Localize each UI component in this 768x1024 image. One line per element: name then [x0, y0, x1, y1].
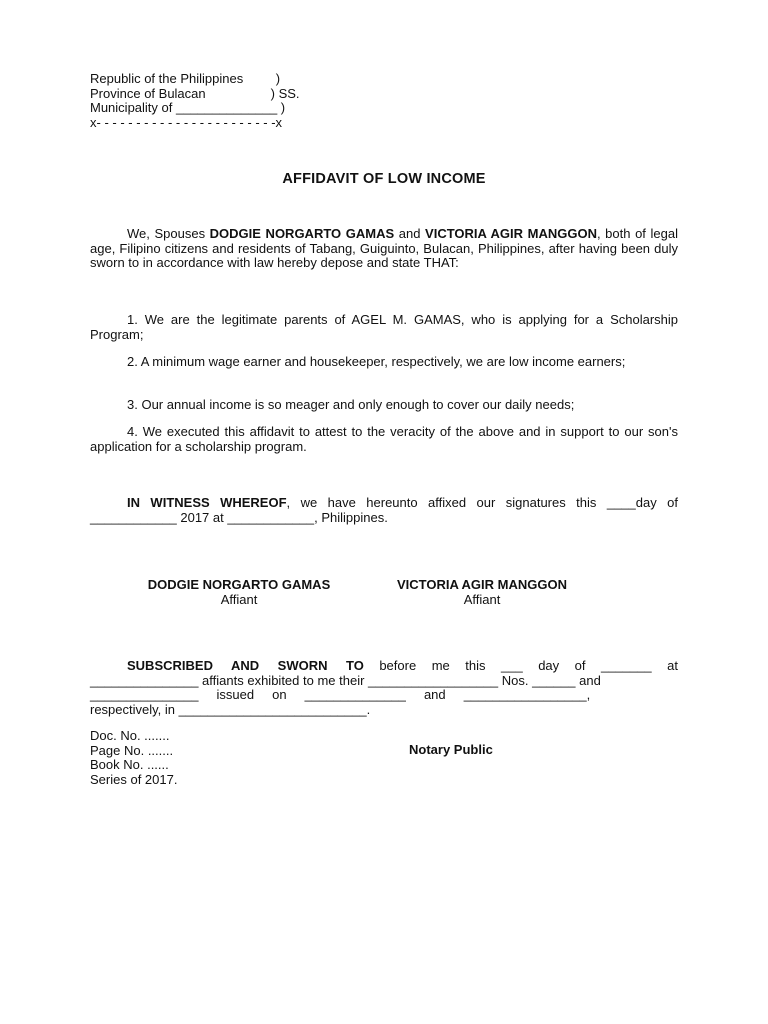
jurat-line-2: _______________ affiants exhibited to me their __________________ Nos. ______ and: [90, 672, 601, 688]
list-item: 2. A minimum wage earner and housekeeper, respectively, we are low income earners;: [127, 354, 626, 369]
list-item: 3. Our annual income is so meager and only enough to cover our daily needs;: [127, 397, 575, 412]
intro-lead: We, Spouses: [127, 226, 210, 241]
jurat-line-4: respectively, in __________________________.: [90, 701, 371, 717]
jurat-line-1: [127, 659, 678, 674]
book-number: Book No. ......: [90, 757, 169, 772]
list-item: 4. We executed this affidavit to attest to the veracity of the above and in support to our son's application for a scholarship program.: [90, 424, 678, 454]
jurat-heading: SUBSCRIBED AND SWORN TO: [127, 659, 364, 673]
signatory-role: Affiant: [220, 591, 258, 607]
signatory-name: DODGIE NORGARTO GAMAS: [147, 577, 331, 592]
signature-block-2: [362, 578, 602, 607]
signatory-role: Affiant: [463, 591, 501, 607]
venue-line-separator: x- - - - - - - - - - - - - - - - - - - - - - -x: [90, 114, 283, 130]
jurat-line-3: _______________ issued on ______________ and _________________,: [90, 687, 591, 702]
affiant-name-1: DODGIE NORGARTO GAMAS: [209, 226, 395, 241]
doc-number: Doc. No. .......: [90, 728, 170, 743]
intro-paragraph: [90, 227, 678, 271]
list-item: 1. We are the legitimate parents of AGEL M. GAMAS, who is applying for a Scholarship Program;: [90, 312, 678, 342]
venue-line-province: Province of Bulacan ) SS.: [90, 85, 300, 101]
venue-line-republic: Republic of the Philippines ): [90, 71, 281, 86]
witness-heading: IN WITNESS WHEREOF: [127, 495, 287, 510]
series-year: Series of 2017.: [90, 771, 178, 787]
signature-block-1: [119, 578, 359, 607]
witness-paragraph: [90, 496, 678, 525]
affiant-name-2: VICTORIA AGIR MANGGON: [425, 226, 597, 241]
witness-text: , we have hereunto affixed our signatures this ____day of ____________ 2017 at ____________, Philippines.: [90, 495, 678, 525]
page-title: AFFIDAVIT OF LOW INCOME: [282, 171, 486, 187]
venue-line-municipality: Municipality of ______________ ): [90, 100, 286, 115]
intro-rest: , both of legal age, Filipino citizens and residents of Tabang, Guiguinto, Bulacan, Philippines, after having been duly sworn to in accordance with law hereby depose and state THAT:: [90, 226, 678, 270]
signatory-name: VICTORIA AGIR MANGGON: [397, 577, 567, 592]
intro-mid: and: [394, 226, 426, 241]
page-number: Page No. .......: [90, 742, 174, 758]
jurat-line-1-text: before me this ___ day of _______ at: [363, 659, 678, 673]
notary-public-label: Notary Public: [409, 742, 493, 757]
